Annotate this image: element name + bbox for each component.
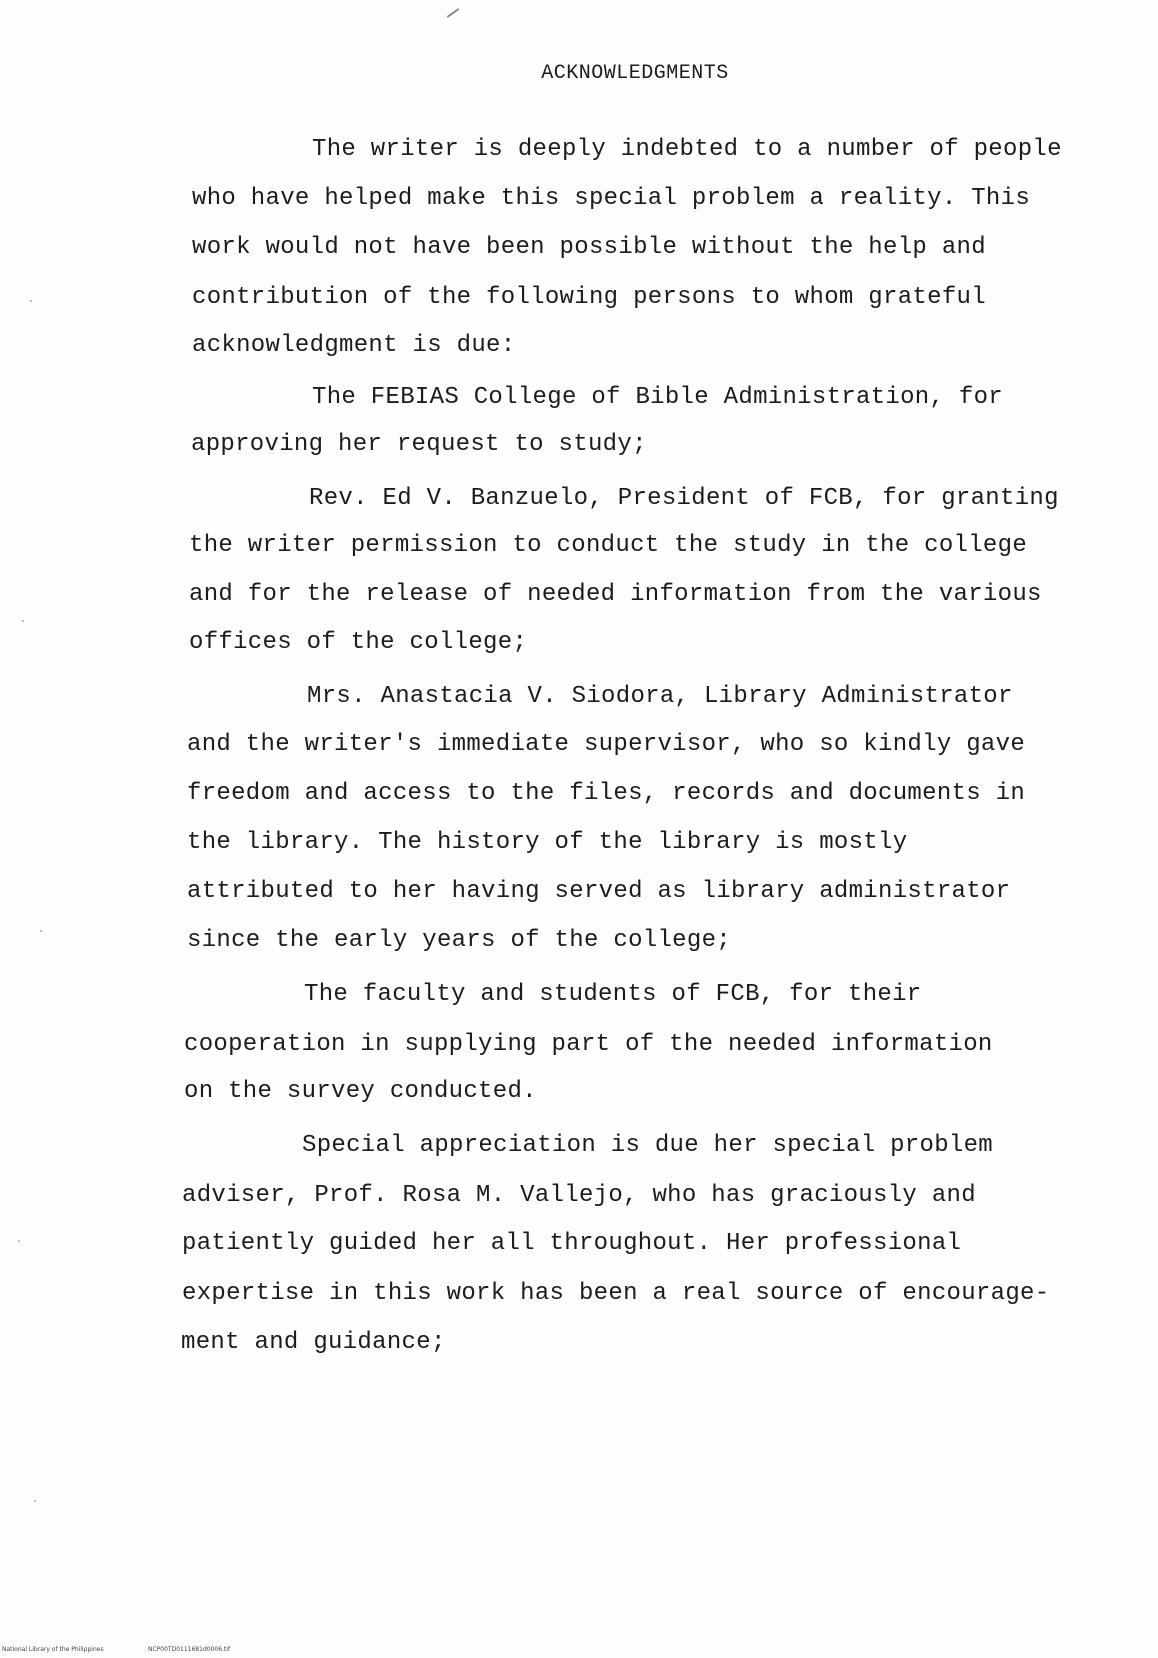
body-line: The faculty and students of FCB, for their	[304, 981, 922, 1008]
body-line: since the early years of the college;	[187, 927, 731, 954]
body-line: expertise in this work has been a real source of encourage-	[182, 1280, 1050, 1307]
body-line: contribution of the following persons to whom grateful	[192, 284, 986, 311]
scan-speck	[18, 1240, 20, 1242]
body-line: freedom and access to the files, records and documents in	[187, 780, 1026, 807]
body-line: cooperation in supplying part of the needed information	[184, 1031, 993, 1058]
scan-speck	[34, 1500, 36, 1502]
body-line: The writer is deeply indebted to a number of people	[312, 136, 1062, 163]
body-line: work would not have been possible without the help and	[192, 234, 986, 261]
stray-pen-mark	[447, 8, 460, 18]
footer-file-id: NCP00TD0111681d0006.tif	[148, 1646, 231, 1653]
body-line: the writer permission to conduct the study in the college	[189, 532, 1028, 559]
scan-speck	[40, 930, 42, 932]
body-line: and for the release of needed information from the various	[189, 581, 1042, 608]
body-line: adviser, Prof. Rosa M. Vallejo, who has graciously and	[182, 1182, 976, 1209]
body-line: Mrs. Anastacia V. Siodora, Library Administrator	[307, 683, 1013, 710]
body-line: ment and guidance;	[181, 1329, 446, 1356]
body-line: Special appreciation is due her special problem	[302, 1132, 994, 1159]
footer-library-name: National Library of the Philippines	[2, 1646, 104, 1653]
body-line: the library. The history of the library is mostly	[187, 829, 908, 856]
body-line: on the survey conducted.	[184, 1078, 537, 1105]
body-line: attributed to her having served as library administrator	[187, 878, 1011, 905]
body-line: and the writer's immediate supervisor, who so kindly gave	[187, 731, 1026, 758]
body-line: offices of the college;	[189, 629, 528, 656]
body-line: Rev. Ed V. Banzuelo, President of FCB, for granting	[309, 485, 1059, 512]
body-line: approving her request to study;	[191, 431, 647, 458]
scan-speck	[30, 300, 32, 302]
page-title: ACKNOWLEDGMENTS	[541, 62, 729, 85]
body-line: patiently guided her all throughout. Her professional	[182, 1230, 962, 1257]
body-line: acknowledgment is due:	[192, 332, 516, 359]
body-line: The FEBIAS College of Bible Administration, for	[312, 384, 1004, 411]
scan-speck	[22, 620, 24, 622]
body-line: who have helped make this special problem a reality. This	[192, 185, 1031, 212]
